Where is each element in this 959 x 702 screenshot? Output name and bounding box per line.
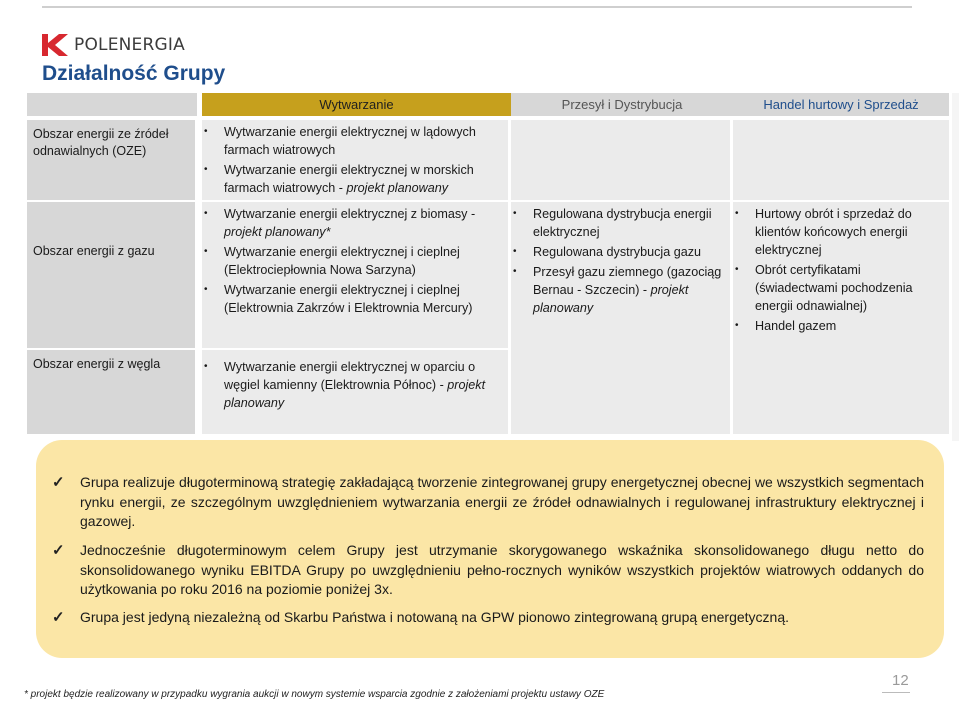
corner-cell <box>27 93 197 116</box>
brand-name: POLENERGIA <box>74 35 185 55</box>
right-edge-bar <box>952 93 959 441</box>
cell-wytwarzanie-oze <box>202 120 508 200</box>
strategy-note-box <box>36 440 944 658</box>
note-item: ✓ Jednocześnie długoterminowym celem Grupy jest utrzymanie skorygowanego wskaźnika skonsolidowanego długu netto do skonsolidowanego wyniku EBITDA Grupy po uwzględnieniu pełno-rocznych wyników wszystkich projektów wiatrowych oddanych do użytkowania po roku 2016 na poziomie poniżej 3x. <box>52 542 924 597</box>
list-item: • Przesył gazu ziemnego (gazociąg Bernau - Szczecin) - projekt planowany <box>511 263 726 317</box>
list-item: • Wytwarzanie energii elektrycznej w lądowych farmach wiatrowych <box>202 123 500 159</box>
list-item: • Handel gazem <box>733 317 945 335</box>
row-header-oze: Obszar energii ze źródeł odnawialnych (OZE) <box>27 120 195 200</box>
cell-wytwarzanie-gaz <box>202 202 508 348</box>
page-number: 12 <box>892 672 909 689</box>
row-header-wegiel: Obszar energii z węgla <box>27 350 195 434</box>
cell-handel-oze <box>733 120 949 200</box>
footnote: * projekt będzie realizowany w przypadku wygrania aukcji w nowym systemie wsparcia zgodnie z założeniami projektu ustawy OZE <box>24 689 605 700</box>
check-icon: ✓ <box>52 474 65 491</box>
polenergia-logo <box>42 30 185 60</box>
check-icon: ✓ <box>52 609 65 626</box>
list-item: • Wytwarzanie energii elektrycznej i cieplnej (Elektrociepłownia Nowa Sarzyna) <box>202 243 500 279</box>
check-icon: ✓ <box>52 542 65 559</box>
cell-handel <box>733 202 949 434</box>
list-item: • Wytwarzanie energii elektrycznej z biomasy - projekt planowany* <box>202 205 500 241</box>
column-header-handel: Handel hurtowy i Sprzedaż <box>733 93 949 116</box>
list-item: • Wytwarzanie energii elektrycznej w oparciu o węgiel kamienny (Elektrownia Północ) - projekt planowany <box>202 358 500 412</box>
activity-table <box>27 93 949 434</box>
row-header-gaz: Obszar energii z gazu <box>27 202 195 348</box>
list-item: • Regulowana dystrybucja gazu <box>511 243 726 261</box>
note-item: ✓ Grupa jest jedyną niezależną od Skarbu Państwa i notowaną na GPW pionowo zintegrowaną grupą energetyczną. <box>52 609 789 626</box>
cell-przesyl <box>511 202 730 434</box>
cell-wytwarzanie-wegiel <box>202 350 508 434</box>
list-item: • Wytwarzanie energii elektrycznej w morskich farmach wiatrowych - projekt planowany <box>202 161 500 197</box>
list-item: • Hurtowy obrót i sprzedaż do klientów końcowych energii elektrycznej <box>733 205 945 259</box>
note-item: ✓ Grupa realizuje długoterminową strategię zakładającą tworzenie zintegrowanej grupy energetycznej obecnej we wszystkich segmentach rynku energii, ze szczególnym uwzględnieniem wytwarzania energii ze źródeł odnawialnych i regulowanej infrastruktury elektrycznej i gazowej. <box>52 474 924 529</box>
page-title: Działalność Grupy <box>42 62 226 85</box>
list-item: • Obrót certyfikatami (świadectwami pochodzenia energii odnawialnej) <box>733 261 945 315</box>
page-number-underline <box>882 692 910 693</box>
list-item: • Wytwarzanie energii elektrycznej i cieplnej (Elektrownia Zakrzów i Elektrownia Mercury) <box>202 281 500 317</box>
top-divider <box>42 6 912 8</box>
list-item: • Regulowana dystrybucja energii elektrycznej <box>511 205 726 241</box>
column-header-wytwarzanie: Wytwarzanie <box>202 93 511 116</box>
cell-przesyl-oze <box>511 120 730 200</box>
logo-mark-icon <box>42 32 68 58</box>
column-header-przesyl: Przesył i Dystrybucja <box>511 93 733 116</box>
